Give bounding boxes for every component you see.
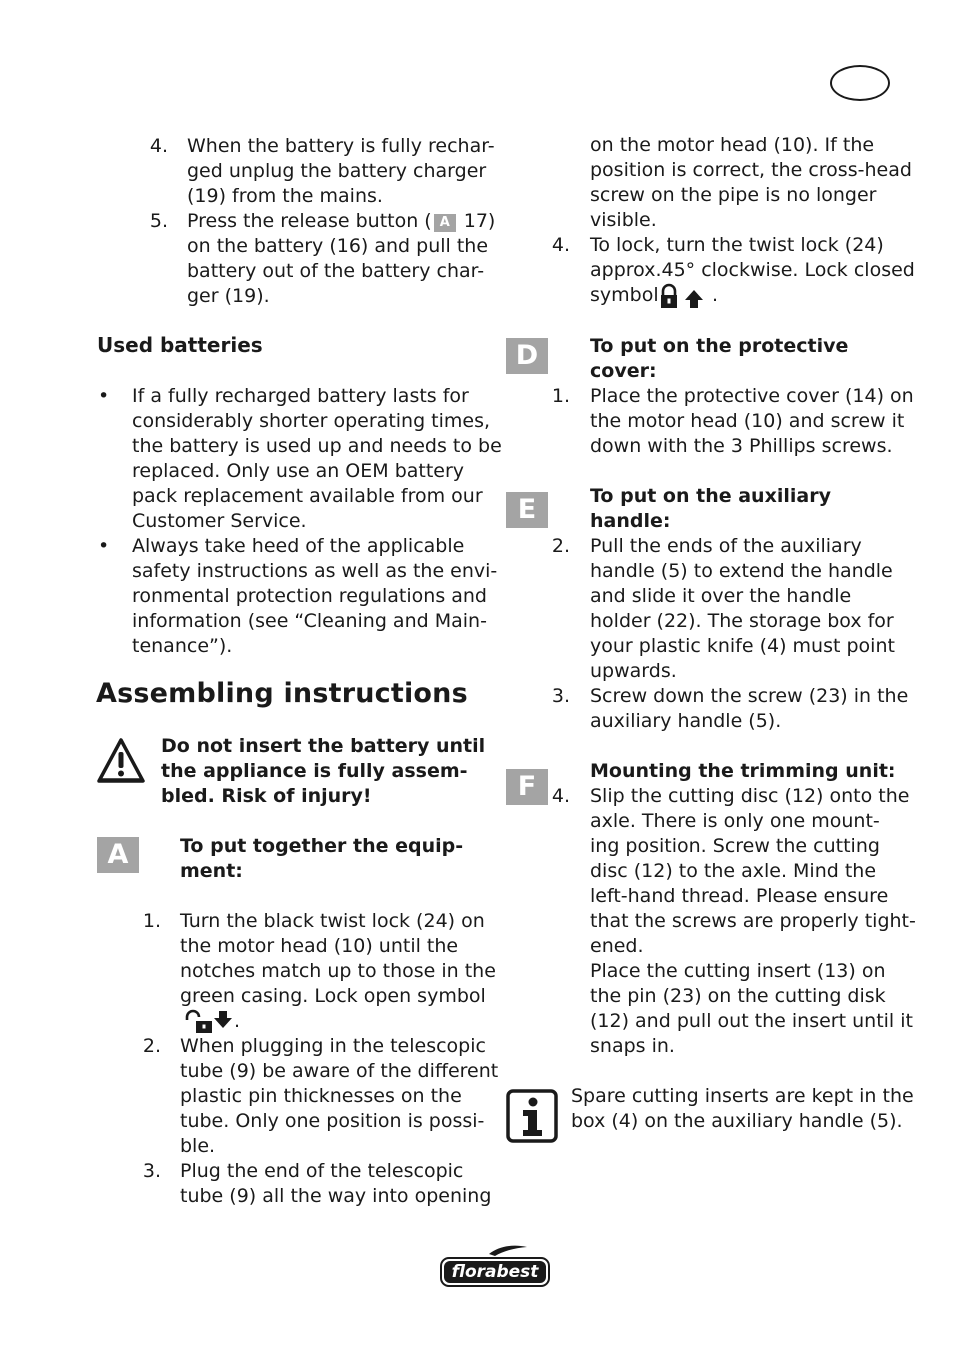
step-number: 4.: [551, 234, 570, 256]
section-heading-line: To put together the equip-: [180, 835, 464, 857]
step-text-line: axle. There is only one mount-: [590, 810, 880, 832]
figure-label-a: A: [97, 837, 139, 873]
step-text-line: snaps in.: [590, 1035, 675, 1057]
step-number: 2.: [551, 535, 570, 557]
step-number: 3.: [142, 1160, 161, 1182]
step-text-line: (12) and pull out the insert until it: [590, 1010, 913, 1032]
step-text-line: Screw down the screw (23) in the: [590, 685, 909, 707]
bullet-text-line: the battery is used up and needs to be: [132, 435, 502, 457]
step-text-line: When the battery is fully rechar-: [187, 135, 495, 157]
step-text-line: that the screws are properly tight-: [590, 910, 916, 932]
info-text-line: box (4) on the auxiliary handle (5).: [571, 1110, 903, 1132]
step-text-line: down with the 3 Phillips screws.: [590, 435, 893, 457]
step-text-line: Slip the cutting disc (12) onto the: [590, 785, 910, 807]
lock-closed-arrow-up-icon: [658, 283, 708, 310]
step-number: 1.: [551, 385, 570, 407]
warning-text-line: bled. Risk of injury!: [161, 785, 372, 807]
step-text-line: Place the cutting insert (13) on: [590, 960, 886, 982]
step-text-line: holder (22). The storage box for: [590, 610, 894, 632]
step-number: 2.: [142, 1035, 161, 1057]
step-text-line: the pin (23) on the cutting disk: [590, 985, 886, 1007]
text-line: screw on the pipe is no longer: [590, 184, 877, 206]
step-text-line: Place the protective cover (14) on: [590, 385, 914, 407]
step-number: 4.: [149, 135, 168, 157]
warning-triangle-icon: [96, 737, 146, 785]
step-text-line: (19) from the mains.: [187, 185, 383, 207]
step-text-line: ing position. Screw the cutting: [590, 835, 880, 857]
step-text-line: on the battery (16) and pull the: [187, 235, 489, 257]
text-line: on the motor head (10). If the: [590, 134, 875, 156]
section-heading-line: Mounting the trimming unit:: [590, 760, 896, 782]
step-text-line: handle (5) to extend the handle: [590, 560, 893, 582]
step-text-line: Press the release button ( A 17): [187, 210, 496, 232]
step-text-line: ged unplug the battery charger: [187, 160, 487, 182]
step-text-line: plastic pin thicknesses on the: [180, 1085, 462, 1107]
step-text-line: approx.45° clockwise. Lock closed: [590, 259, 915, 281]
step-number: 3.: [551, 685, 570, 707]
step-text-line: notches match up to those in the: [180, 960, 496, 982]
step-text-line: your plastic knife (4) must point: [590, 635, 895, 657]
warning-text-line: the appliance is fully assem-: [161, 760, 468, 782]
info-text-line: Spare cutting inserts are kept in the: [571, 1085, 914, 1107]
lock-open-arrow-down-icon: [183, 1009, 233, 1035]
bullet-text-line: replaced. Only use an OEM battery: [132, 460, 465, 482]
bullet-text-line: tenance”).: [132, 635, 233, 657]
step-text-line: the motor head (10) until the: [180, 935, 459, 957]
step-text-line: Pull the ends of the auxiliary: [590, 535, 862, 557]
bullet-text-line: If a fully recharged battery lasts for: [132, 385, 469, 407]
section-heading-line: cover:: [590, 360, 657, 382]
step-text-line: auxiliary handle (5).: [590, 710, 782, 732]
step-number: 4.: [551, 785, 570, 807]
info-icon: [506, 1089, 558, 1143]
step-text-line: To lock, turn the twist lock (24): [590, 234, 884, 256]
bullet-text-line: information (see “Cleaning and Main-: [132, 610, 487, 632]
figure-label-e: E: [506, 492, 548, 528]
step-text-line: battery out of the battery char-: [187, 260, 485, 282]
step-text-line: tube (9) all the way into opening: [180, 1185, 492, 1207]
step-text-line: Plug the end of the telescopic: [180, 1160, 464, 1182]
step-text-line: ger (19).: [187, 285, 270, 307]
bullet-text-line: Customer Service.: [132, 510, 307, 532]
step-text-line: ened.: [590, 935, 644, 957]
section-heading-line: To put on the auxiliary: [590, 485, 831, 507]
country-badge-oval: [830, 65, 890, 101]
figure-label-d: D: [506, 338, 548, 374]
step-text-line: ble.: [180, 1135, 216, 1157]
step-text-line: left-hand thread. Please ensure: [590, 885, 889, 907]
bullet-text-line: considerably shorter operating times,: [132, 410, 491, 432]
step-text-line: Turn the black twist lock (24) on: [180, 910, 485, 932]
heading-used-batteries: Used batteries: [97, 333, 263, 357]
step-text-line: symbol: [590, 284, 659, 306]
step-text-line: tube (9) be aware of the different: [180, 1060, 499, 1082]
text-line: visible.: [590, 209, 657, 231]
step-text-line: and slide it over the handle: [590, 585, 852, 607]
logo-text: florabest: [451, 1262, 539, 1282]
step-text-line: the motor head (10) and screw it: [590, 410, 905, 432]
text-line: position is correct, the cross-head: [590, 159, 912, 181]
section-heading-line: handle:: [590, 510, 671, 532]
warning-text-line: Do not insert the battery until: [161, 735, 486, 757]
bullet-text-line: Always take heed of the applicable: [132, 535, 465, 557]
bullet-text-line: pack replacement available from our: [132, 485, 483, 507]
bullet-text-line: ronmental protection regulations and: [132, 585, 487, 607]
figure-ref-badge: A: [434, 214, 456, 232]
bullet-mark: •: [98, 385, 110, 407]
florabest-logo: [439, 1244, 551, 1288]
step-text-line: tube. Only one position is possi-: [180, 1110, 485, 1132]
step-text-line: disc (12) to the axle. Mind the: [590, 860, 877, 882]
heading-assembling-instructions: Assembling instructions: [96, 678, 468, 709]
step-text-punct: .: [234, 1010, 241, 1032]
step-number: 5.: [149, 210, 168, 232]
step-text-line: When plugging in the telescopic: [180, 1035, 486, 1057]
section-heading-line: ment:: [180, 860, 243, 882]
step-text-line: upwards.: [590, 660, 677, 682]
step-number: 1.: [142, 910, 161, 932]
figure-label-f: F: [506, 769, 548, 805]
bullet-mark: •: [98, 535, 110, 557]
section-heading-line: To put on the protective: [590, 335, 849, 357]
step-text-line: green casing. Lock open symbol: [180, 985, 486, 1007]
bullet-text-line: safety instructions as well as the envi-: [132, 560, 498, 582]
step-text-punct: .: [712, 284, 719, 306]
